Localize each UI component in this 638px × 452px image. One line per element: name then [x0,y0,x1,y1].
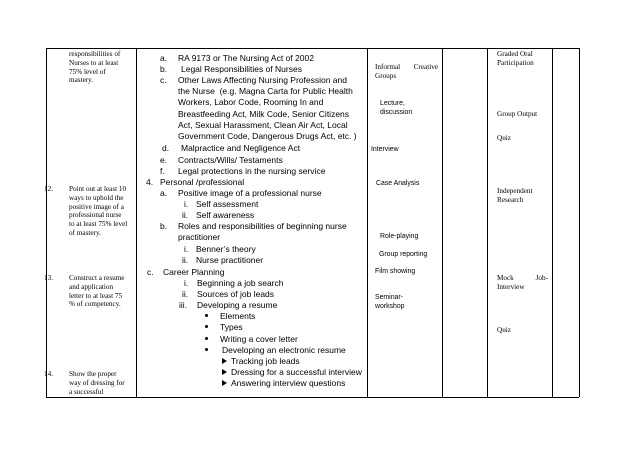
strategy-line: discussion [380,108,413,116]
objective-line: Show the proper [69,370,117,378]
content-item-4b-ii: Nurse practitioner [196,255,264,265]
arrow-item [222,378,345,389]
objective-number: 13. [44,274,53,282]
strategy-film-showing: Film showing [375,268,416,275]
objective-line: mastery. [69,76,94,85]
list-marker: i. [184,244,189,254]
list-marker: b. [160,64,168,74]
objective-line: of mastery. [69,228,101,237]
bullet-item [205,345,346,356]
arrow-text: Dressing for a successful interview [231,367,362,377]
strategy-case-analysis: Case Analysis [376,180,420,187]
objective-line: positive image of a [69,202,124,211]
table-bottom-border [46,397,579,398]
assessment-word: Job- [535,274,548,282]
arrow-bullet-icon [222,358,227,364]
content-line: Government Code, Dangerous Drugs Act, etc. ) [178,131,357,142]
assessment-mock-interview [497,274,548,292]
bullet-text: Types [220,322,243,332]
column-border-6 [552,48,553,397]
content-item-4a-ii: Self awareness [196,210,255,220]
objective-item-13 [44,274,125,309]
content-item-c [178,75,357,142]
objective-line: professional nurse [69,211,122,220]
table-top-border [46,48,579,49]
list-marker: 4. [146,177,154,187]
assessment-line: Interview [497,282,525,291]
assessment-quiz: Quiz [497,326,511,334]
bullet-icon [205,348,208,351]
content-item-4a: Positive image of a professional nurse [178,188,322,198]
assessment-group-output: Group Output [497,110,538,118]
strategy-line: Seminar- [375,294,403,301]
column-border-4 [442,48,443,397]
arrow-text: Answering interview questions [231,378,346,388]
content-item-4b [178,221,347,243]
list-marker: i. [184,199,189,209]
objective-line: responsibilities of [69,50,121,58]
strategy-seminar-workshop [375,294,405,311]
bullet-icon [205,325,208,328]
objective-line: Construct a resume [69,274,125,282]
section-4-heading: Personal /professional [160,177,245,187]
bullet-item [205,334,298,345]
column-border-7 [579,48,580,397]
list-marker: iii. [179,300,188,310]
assessment-line: Graded Oral [497,50,533,58]
strategy-line: Lecture, [380,100,405,107]
assessment-line: Independent [497,187,533,195]
strategy-role-playing: Role-playing [380,233,419,240]
arrow-item [222,356,300,367]
list-marker: f. [160,166,165,176]
objective-item-14 [44,370,125,396]
bullet-text: Developing an electronic resume [222,345,346,355]
assessment-quiz: Quiz [497,134,511,142]
objective-line: Point out at least 10 [69,185,127,193]
content-item-e: Contracts/Wills/ Testaments [178,155,283,165]
strategy-line: Groups [375,71,397,80]
strategy-informal-groups [375,63,438,81]
objective-line: Nurses to at least [69,58,119,67]
list-marker: c. [160,75,167,85]
list-marker: d. [162,143,170,153]
objective-line: 75% level of [69,67,106,76]
objective-line: way of dressing for [69,378,125,387]
list-marker: a. [160,53,168,63]
strategy-group-reporting: Group reporting [379,251,428,258]
content-item-4b-i: Benner’s theory [196,244,256,254]
assessment-line: Research [497,195,524,204]
objective-line: ways to uphold the [69,193,124,202]
content-line: Act, Sexual Harassment, Clean Air Act, Local [178,119,348,130]
strategy-line: workshop [375,302,405,310]
list-marker: ii. [182,210,189,220]
objective-number: 12. [44,185,53,193]
content-line: Other Laws Affecting Nursing Profession and [178,75,347,85]
objective-line: and application [69,282,114,291]
objective-line: % of competency. [69,300,121,309]
strategy-word: Creative [413,63,438,71]
assessment-line: Participation [497,58,534,67]
arrow-bullet-icon [222,380,227,386]
assessment-line [497,274,548,283]
content-item-b: Legal Responsibilities of Nurses [181,64,302,74]
objective-item-12 [44,185,128,238]
bullet-item [205,311,255,322]
column-border-3 [367,48,368,397]
content-item-4c-ii: Sources of job leads [197,289,275,299]
objective-item-continued [69,50,120,85]
list-marker: ii. [182,255,189,265]
content-line: Breastfeeding Act, Milk Code, Senior Citizens [178,108,350,119]
content-item-f: Legal protections in the nursing service [178,166,326,176]
list-marker: ii. [182,289,189,299]
bullet-icon [205,314,208,317]
column-border-1 [46,48,47,397]
list-marker: b. [160,221,168,231]
strategy-lecture [380,100,412,117]
content-line: the Nurse (e.g. Magna Carta for Public Health [178,86,353,97]
content-item-d: Malpractice and Negligence Act [181,143,301,153]
objective-line: to at least 75% level [69,220,128,229]
arrow-text: Tracking job leads [231,356,300,366]
content-line: Workers, Labor Code, Rooming In and [178,97,324,108]
assessment-graded-oral [497,50,534,68]
assessment-independent-research [497,187,533,205]
content-item-4a-i: Self assessment [196,199,259,209]
strategy-interview: Interview [371,146,399,153]
strategy-word: Informal [375,63,401,71]
column-border-5 [487,48,488,397]
objective-number: 14. [44,370,53,378]
list-marker: e. [160,155,168,165]
list-marker: i. [184,278,189,288]
objective-line: letter to at least 75 [69,291,123,300]
bullet-item [205,322,243,333]
content-line: practitioner [178,232,221,243]
content-item-4c-i: Beginning a job search [197,278,284,288]
content-item-4c: Career Planning [163,267,225,277]
column-border-2 [136,48,137,397]
bullet-icon [205,337,208,340]
objective-line: a successful [69,387,104,396]
strategy-line [375,63,438,72]
assessment-word: Mock [497,274,514,282]
arrow-bullet-icon [222,369,227,375]
bullet-text: Elements [220,311,256,321]
content-line: Roles and responsibilities of beginning nurse [178,221,347,231]
list-marker: a. [160,188,168,198]
content-item-a: RA 9173 or The Nursing Act of 2002 [178,53,314,63]
arrow-item [222,367,362,378]
content-item-4c-iii: Developing a resume [197,300,278,310]
bullet-text: Writing a cover letter [220,334,298,344]
list-marker: c. [147,267,154,277]
